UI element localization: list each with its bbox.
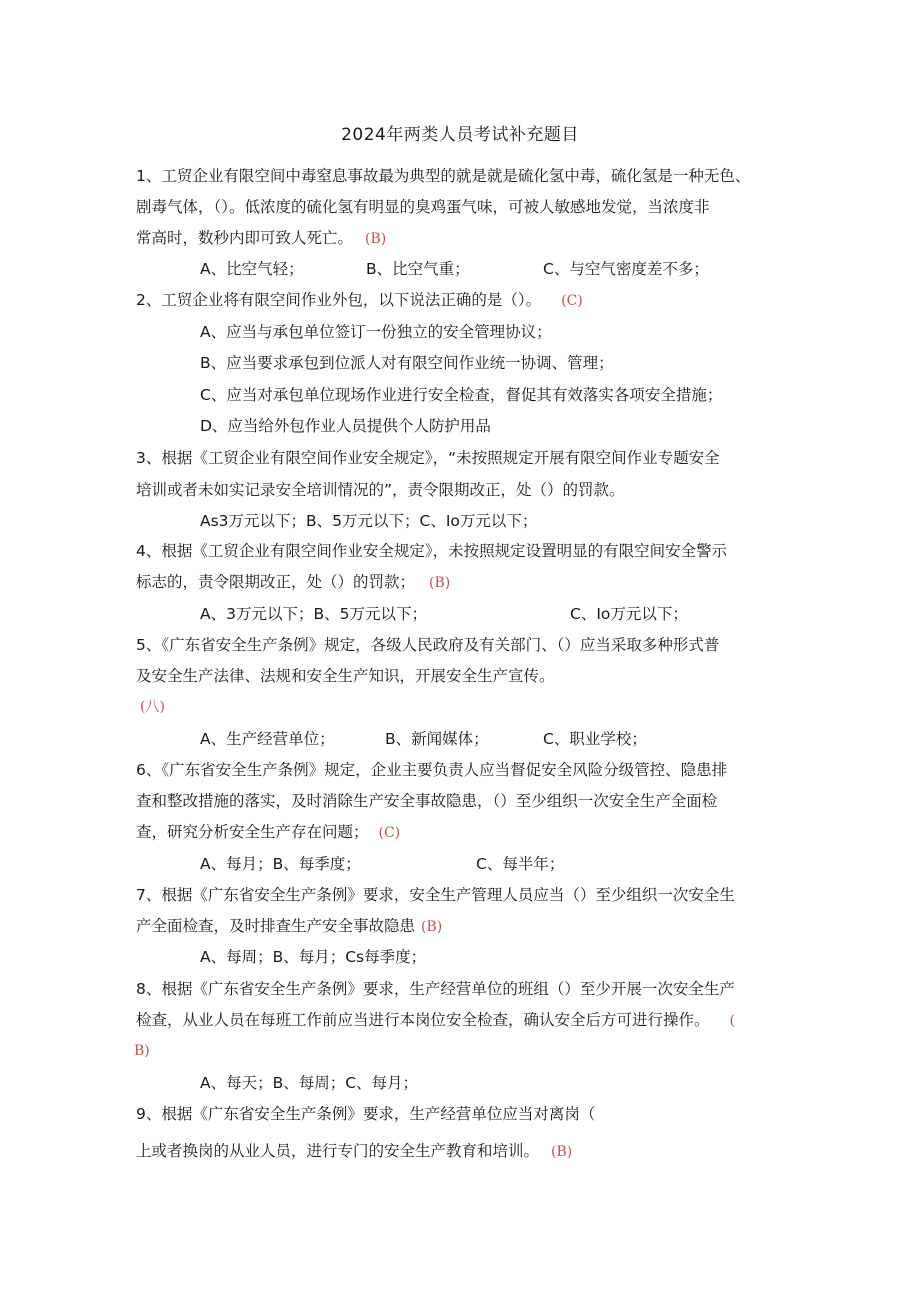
question-3-options: As3万元以下；B、5万元以下；C、Io万元以下； xyxy=(200,512,538,530)
question-1-option-c: C、与空气密度差不多； xyxy=(543,260,709,278)
question-4-option-ab: A、3万元以下；B、5万元以下； xyxy=(200,605,427,623)
question-9-line-1: 9、根据《广东省安全生产条例》要求，生产经营单位应当对离岗（ xyxy=(136,1105,596,1123)
question-2-option-a: A、应当与承包单位签订一份独立的安全管理协议； xyxy=(200,323,552,341)
question-4-line-1: 4、根据《工贸企业有限空间作业安全规定》，未按照规定设置明显的有限空间安全警示 xyxy=(136,542,728,560)
question-8-answer-open: ( xyxy=(729,1013,735,1029)
question-5-option-c: C、职业学校； xyxy=(543,730,647,748)
question-4-line-2 xyxy=(136,571,450,594)
question-9-answer: (B) xyxy=(551,1144,573,1160)
question-1-text: 常高时，数秒内即可致人死亡。 xyxy=(136,229,354,247)
question-2-line-1 xyxy=(136,289,583,312)
question-2-option-b: B、应当要求承包到位派人对有限空间作业统一协调、管理； xyxy=(200,354,614,372)
question-8-line-1: 8、根据《广东省安全生产条例》要求，生产经营单位的班组（）至少开展一次安全生产 xyxy=(136,980,735,998)
document-title: 2024年两类人员考试补充题目 xyxy=(341,125,579,145)
question-3-line-1: 3、根据《工贸企业有限空间作业安全规定》，“未按照规定开展有限空间作业专题安全 xyxy=(136,449,720,467)
question-1-line-2: 剧毒气体，（）。低浓度的硫化氢有明显的臭鸡蛋气味，可被人敏感地发觉，当浓度非 xyxy=(136,198,710,216)
question-7-text: 产全面检查，及时排查生产安全事故隐患 xyxy=(136,917,416,935)
question-1-line-3 xyxy=(136,227,386,250)
question-2-answer: (C) xyxy=(561,293,583,309)
question-5-option-a: A、生产经营单位； xyxy=(200,730,335,748)
question-4-option-c: C、Io万元以下； xyxy=(570,605,688,623)
question-2-text: 2、工贸企业将有限空间作业外包，以下说法正确的是（）。 xyxy=(136,291,542,309)
question-1-line-1: 1、工贸企业有限空间中毒窒息事故最为典型的就是就是硫化氢中毒，硫化氢是一种无色、 xyxy=(136,167,751,185)
question-9-text: 上或者换岗的从业人员，进行专门的安全生产教育和培训。 xyxy=(136,1142,540,1160)
question-2-option-d: D、应当给外包作业人员提供个人防护用品 xyxy=(200,417,491,435)
question-1-answer: (B) xyxy=(365,231,387,247)
question-8-answer-close: B) xyxy=(134,1043,150,1059)
question-5-line-1: 5、《广东省安全生产条例》规定，各级人民政府及有关部门、（）应当采取多种形式普 xyxy=(136,636,720,654)
question-2-option-c: C、应当对承包单位现场作业进行安全检查，督促其有效落实各项安全措施； xyxy=(200,386,723,404)
question-5-line-2: 及安全生产法律、法规和安全生产知识，开展安全生产宣传。 xyxy=(136,667,555,685)
question-5-option-b: B、新闻媒体； xyxy=(385,730,489,748)
question-8-line-2 xyxy=(136,1009,735,1032)
question-7-line-2 xyxy=(136,915,442,938)
question-4-answer: (B) xyxy=(429,575,451,591)
question-3-line-2: 培训或者未如实记录安全培训情况的”，责令限期改正，处（）的罚款。 xyxy=(136,481,625,499)
question-6-option-ab: A、每月；B、每季度； xyxy=(200,855,361,873)
question-8-text: 检查，从业人员在每班工作前应当进行本岗位安全检查，确认安全后方可进行操作。 xyxy=(136,1011,710,1029)
question-7-line-1: 7、根据《广东省安全生产条例》要求，安全生产管理人员应当（）至少组织一次安全生 xyxy=(136,886,735,904)
question-6-text: 查，研究分析安全生产存在问题； xyxy=(136,823,369,841)
question-7-options: A、每周；B、每月；Cs每季度； xyxy=(200,948,427,966)
question-6-line-3 xyxy=(136,821,400,844)
question-4-text: 标志的，责令限期改正，处（）的罚款； xyxy=(136,573,416,591)
question-7-answer: (B) xyxy=(421,919,443,935)
question-1-option-b: B、比空气重； xyxy=(366,260,470,278)
question-6-line-2: 查和整改措施的落实，及时消除生产安全事故隐患，（）至少组织一次安全生产全面检 xyxy=(136,792,718,810)
question-6-line-1: 6、《广东省安全生产条例》规定，企业主要负责人应当督促安全风险分级管控、隐患排 xyxy=(136,761,728,779)
question-9-line-2 xyxy=(136,1140,572,1163)
question-8-options: A、每天；B、每周；C、每月； xyxy=(200,1074,419,1092)
question-1-option-a: A、比空气轻； xyxy=(200,260,304,278)
question-6-option-c: C、每半年； xyxy=(476,855,565,873)
question-5-answer: (八) xyxy=(140,699,165,715)
question-6-answer: (C) xyxy=(378,825,401,841)
